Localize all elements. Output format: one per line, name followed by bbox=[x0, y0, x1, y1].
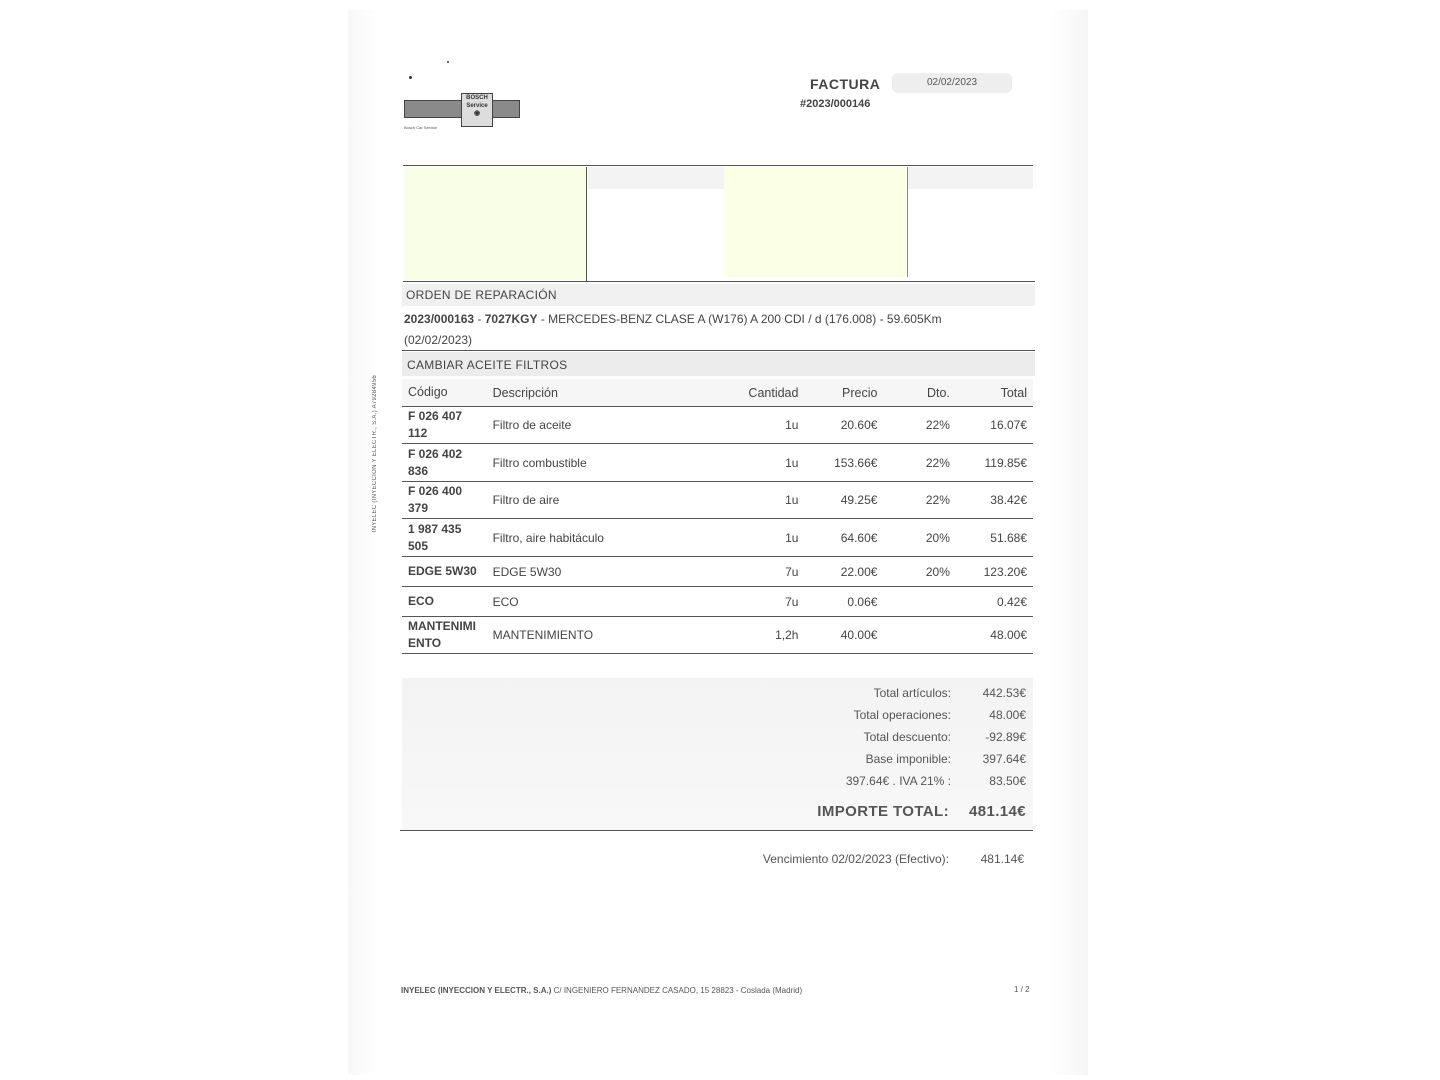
items-table bbox=[402, 379, 1033, 654]
item-price: 22.00€ bbox=[804, 557, 883, 587]
due-date-row bbox=[402, 852, 1033, 872]
item-desc: Filtro, aire habitáculo bbox=[487, 519, 705, 557]
section-header bbox=[402, 352, 1035, 376]
iva-value: 83.50€ bbox=[989, 774, 1026, 788]
table-row bbox=[402, 617, 1033, 654]
item-qty: 1u bbox=[704, 444, 804, 482]
col-header-price: Precio bbox=[804, 379, 883, 407]
repair-order-header bbox=[402, 284, 1035, 306]
total-discount-label: Total descuento: bbox=[863, 730, 951, 744]
table-row bbox=[402, 407, 1033, 444]
due-value: 481.14€ bbox=[980, 852, 1024, 866]
item-dto: 20% bbox=[883, 519, 955, 557]
divider bbox=[402, 350, 1035, 351]
invoice-number: #2023/000146 bbox=[800, 98, 871, 110]
item-dto bbox=[883, 617, 955, 654]
total-articles-label: Total artículos: bbox=[873, 686, 951, 700]
bosch-emblem-icon: ◉ bbox=[473, 110, 481, 117]
totals-box bbox=[402, 678, 1033, 830]
item-code: MANTENIMIENTO bbox=[402, 617, 487, 654]
item-desc: Filtro de aire bbox=[487, 482, 705, 519]
total-operations-label: Total operaciones: bbox=[853, 708, 951, 722]
grand-total-row bbox=[633, 803, 1033, 825]
tax-base-value: 397.64€ bbox=[982, 752, 1026, 766]
total-articles-value: 442.53€ bbox=[982, 686, 1026, 700]
col-header-desc: Descripción bbox=[487, 379, 705, 407]
redacted-block-client bbox=[404, 167, 586, 280]
item-total: 38.42€ bbox=[956, 482, 1033, 519]
item-qty: 7u bbox=[704, 587, 804, 617]
page-number: 1 / 2 bbox=[1014, 985, 1030, 994]
item-total: 16.07€ bbox=[956, 407, 1033, 444]
tax-base-row bbox=[633, 752, 1033, 774]
total-articles-row bbox=[633, 686, 1033, 708]
total-operations-value: 48.00€ bbox=[989, 708, 1026, 722]
item-desc: Filtro de aceite bbox=[487, 407, 705, 444]
divider bbox=[400, 830, 1033, 831]
table-row bbox=[402, 519, 1033, 557]
item-desc: ECO bbox=[487, 587, 705, 617]
item-dto: 20% bbox=[883, 557, 955, 587]
item-price: 64.60€ bbox=[804, 519, 883, 557]
logo-badge-line1: BOSCH bbox=[466, 95, 488, 101]
vertical-divider bbox=[586, 167, 587, 282]
item-total: 0.42€ bbox=[956, 587, 1033, 617]
table-header-row bbox=[402, 379, 1033, 407]
item-qty: 1u bbox=[704, 519, 804, 557]
table-row bbox=[402, 587, 1033, 617]
iva-label: 397.64€ . IVA 21% : bbox=[845, 774, 951, 788]
total-operations-row bbox=[633, 708, 1033, 730]
company-logo bbox=[404, 93, 520, 127]
item-qty: 7u bbox=[704, 557, 804, 587]
repair-order-details bbox=[404, 309, 1034, 351]
table-row bbox=[402, 557, 1033, 587]
col-header-qty: Cantidad bbox=[704, 379, 804, 407]
iva-row bbox=[633, 774, 1033, 796]
item-qty: 1,2h bbox=[704, 617, 804, 654]
section-title: CAMBIAR ACEITE FILTROS bbox=[407, 358, 568, 372]
item-code: 1 987 435 505 bbox=[402, 519, 487, 557]
repair-order-heading: ORDEN DE REPARACIÓN bbox=[406, 288, 557, 302]
table-row bbox=[402, 444, 1033, 482]
item-qty: 1u bbox=[704, 482, 804, 519]
bosch-badge bbox=[461, 93, 493, 127]
page-footer bbox=[401, 986, 802, 995]
item-total: 119.85€ bbox=[956, 444, 1033, 482]
item-dto: 22% bbox=[883, 407, 955, 444]
order-date: (02/02/2023) bbox=[404, 333, 473, 347]
col-header-total: Total bbox=[956, 379, 1033, 407]
item-qty: 1u bbox=[704, 407, 804, 444]
item-price: 20.60€ bbox=[804, 407, 883, 444]
item-price: 0.06€ bbox=[804, 587, 883, 617]
item-price: 49.25€ bbox=[804, 482, 883, 519]
item-desc: MANTENIMIENTO bbox=[487, 617, 705, 654]
redacted-block-gray bbox=[588, 167, 724, 189]
item-code: EDGE 5W30 bbox=[402, 557, 487, 587]
col-header-dto: Dto. bbox=[883, 379, 955, 407]
invoice-title: FACTURA bbox=[810, 76, 881, 92]
side-company-text: INYELEC (INYECCION Y ELECTR., S.A.) A79284956 bbox=[372, 375, 378, 533]
invoice-date: 02/02/2023 bbox=[892, 73, 1012, 93]
due-label: Vencimiento 02/02/2023 (Efectivo): bbox=[762, 852, 949, 866]
item-dto: 22% bbox=[883, 482, 955, 519]
total-discount-row bbox=[633, 730, 1033, 752]
table-row bbox=[402, 482, 1033, 519]
footer-address: C/ INGENIERO FERNANDEZ CASADO, 15 28823 - Coslada (Madrid) bbox=[551, 986, 803, 995]
logo-badge-line2: Service bbox=[466, 103, 488, 109]
total-discount-value: -92.89€ bbox=[985, 730, 1026, 744]
grand-total-label: IMPORTE TOTAL: bbox=[817, 803, 949, 820]
item-total: 51.68€ bbox=[956, 519, 1033, 557]
vertical-divider bbox=[907, 167, 908, 277]
redacted-block-gray bbox=[908, 167, 1033, 189]
redacted-block-vehicle bbox=[724, 167, 906, 277]
item-code: ECO bbox=[402, 587, 487, 617]
col-header-code: Código bbox=[402, 379, 487, 407]
item-price: 153.66€ bbox=[804, 444, 883, 482]
item-dto bbox=[883, 587, 955, 617]
footer-company: INYELEC (INYECCION Y ELECTR., S.A.) bbox=[401, 986, 552, 995]
item-code: F 026 407 112 bbox=[402, 407, 487, 444]
item-price: 40.00€ bbox=[804, 617, 883, 654]
order-separator: - bbox=[474, 312, 485, 326]
tax-base-label: Base imponible: bbox=[865, 752, 951, 766]
item-code: F 026 400 379 bbox=[402, 482, 487, 519]
item-total: 123.20€ bbox=[956, 557, 1033, 587]
order-number: 2023/000163 bbox=[404, 312, 475, 326]
item-desc: EDGE 5W30 bbox=[487, 557, 705, 587]
divider bbox=[403, 165, 1033, 166]
item-code: F 026 402 836 bbox=[402, 444, 487, 482]
item-total: 48.00€ bbox=[956, 617, 1033, 654]
divider bbox=[403, 281, 1035, 282]
vehicle-description: - MERCEDES-BENZ CLASE A (W176) A 200 CDI / d (176.008) - 59.605Km bbox=[537, 312, 942, 326]
logo-caption: Bosch Car Service bbox=[404, 125, 438, 130]
item-dto: 22% bbox=[883, 444, 955, 482]
grand-total-value: 481.14€ bbox=[968, 803, 1026, 820]
scan-speck bbox=[447, 61, 449, 63]
vehicle-plate: 7027KGY bbox=[484, 312, 538, 326]
item-desc: Filtro combustible bbox=[487, 444, 705, 482]
scan-speck bbox=[409, 76, 412, 79]
